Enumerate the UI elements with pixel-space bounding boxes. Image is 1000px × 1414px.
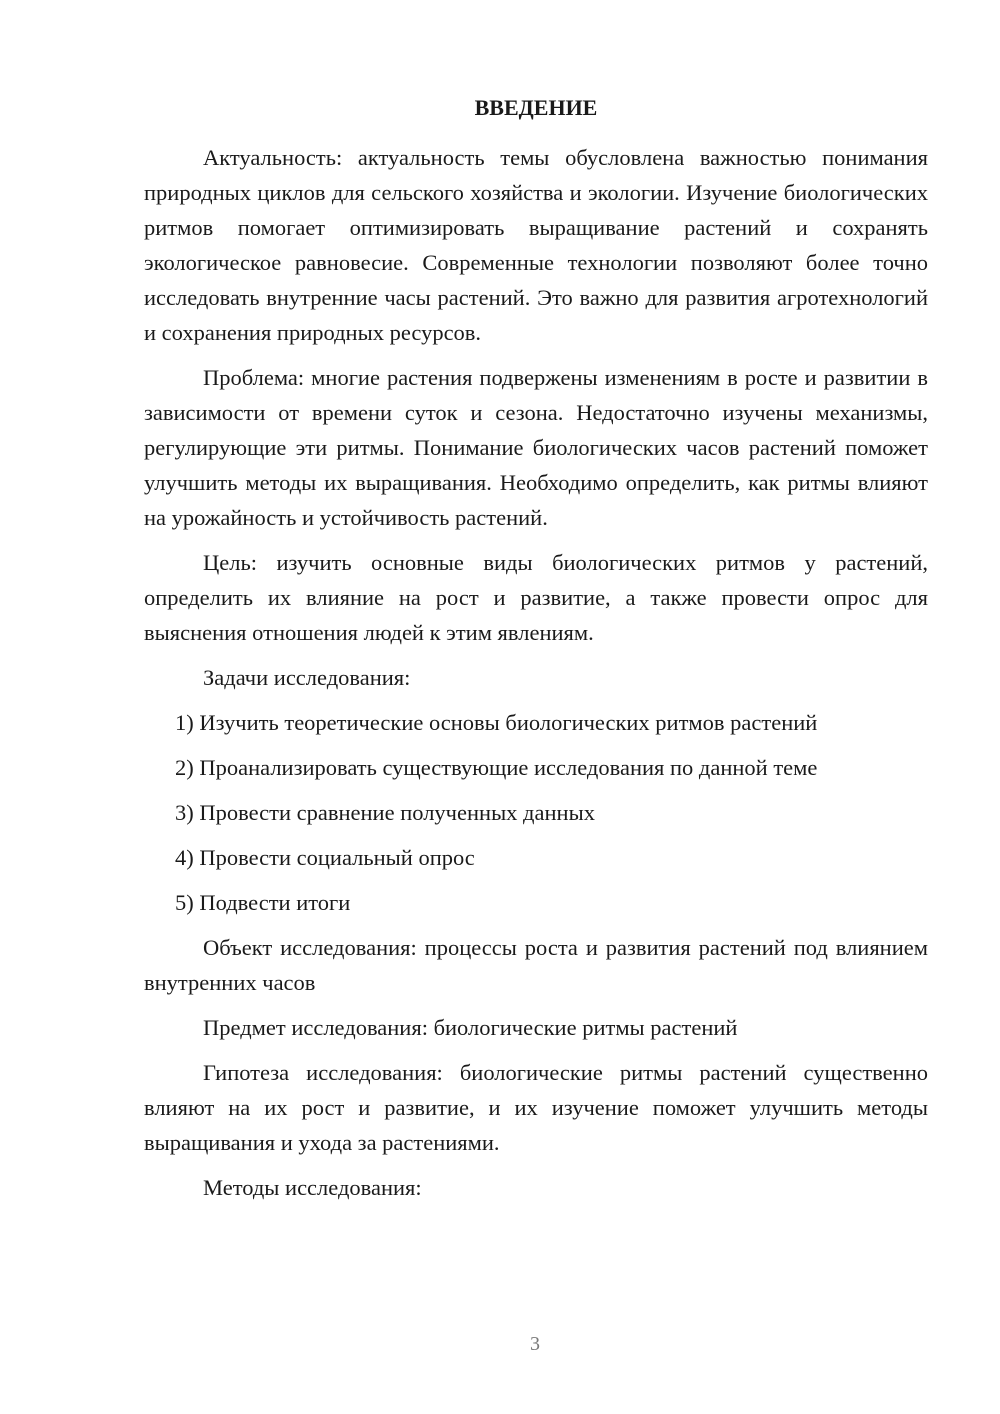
page-number: 3 [530,1333,540,1355]
methods-heading: Методы исследования: [203,1175,422,1200]
list-item: 1) Изучить теоретические основы биологических ритмов растений [175,710,818,735]
page-title: ВВЕДЕНИЕ [474,95,598,120]
hypothesis-paragraph: Гипотеза исследования: биологические ритмы растений существенно влияют на их рост и развитие, и их изучение поможет улучшить методы выращивания и ухода за растениями. [144,1060,928,1155]
object-paragraph: Объект исследования: процессы роста и развития растений под влиянием внутренних часов [144,935,928,995]
list-item: 5) Подвести итоги [175,890,351,915]
goal-paragraph: Цель: изучить основные виды биологических ритмов у растений, определить их влияние на рост и развитие, а также провести опрос для выяснения отношения людей к этим явлениям. [144,550,928,645]
subject-paragraph: Предмет исследования: биологические ритмы растений [203,1015,738,1040]
list-item: 3) Провести сравнение полученных данных [175,800,595,825]
list-item: 4) Провести социальный опрос [175,845,475,870]
problem-paragraph: Проблема: многие растения подвержены изменениям в росте и развитии в зависимости от времени суток и сезона. Недостаточно изучены механизмы, регулирующие эти ритмы. Понимание биологических часов растений поможет улучшить методы их выращивания. Необходимо определить, как ритмы влияют на урожайность и устойчивость растений. [144,365,928,530]
relevance-paragraph: Актуальность: актуальность темы обусловлена важностью понимания природных циклов для сельского хозяйства и экологии. Изучение биологических ритмов помогает оптимизировать выращивание растений и сохранять экологическое равновесие. Современные технологии позволяют более точно исследовать внутренние часы растений. Это важно для развития агротехнологий и сохранения природных ресурсов. [144,145,928,345]
tasks-heading: Задачи исследования: [203,665,411,690]
list-item: 2) Проанализировать существующие исследования по данной теме [175,755,818,780]
tasks-list [144,705,928,920]
document-page [144,92,928,1215]
